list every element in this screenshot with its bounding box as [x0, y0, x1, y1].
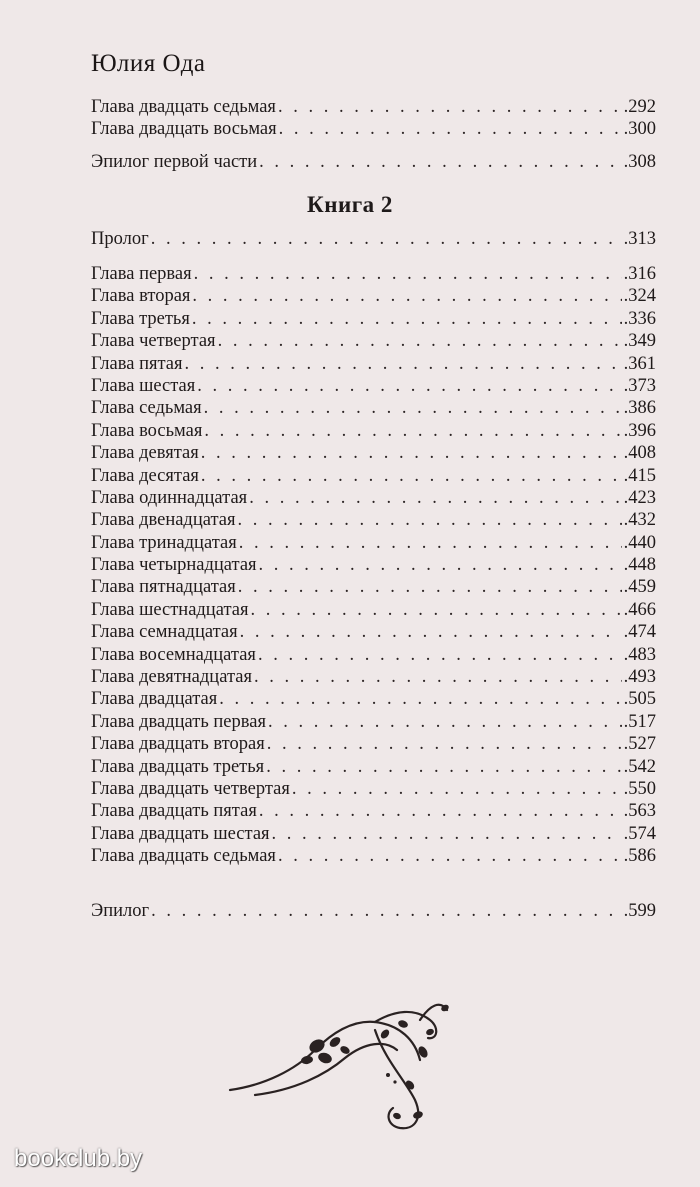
toc-entry — [91, 118, 656, 140]
watermark-text: bookclub.by — [14, 1145, 143, 1172]
toc-entry — [91, 353, 656, 375]
toc-leader-dots — [259, 554, 622, 576]
toc-entry-title: Глава пятая — [91, 353, 183, 374]
toc-entry-page: .599 — [623, 901, 656, 921]
toc-leader-dots — [259, 800, 622, 822]
toc-entry — [91, 263, 656, 285]
toc-leader-dots — [278, 96, 622, 118]
toc-entry — [91, 711, 656, 733]
toc-entry — [91, 666, 656, 688]
toc-entry-title: Пролог — [91, 229, 149, 249]
toc-entry-page: .448 — [623, 555, 656, 576]
toc-leader-dots — [197, 375, 621, 397]
toc-entry-page: .432 — [623, 510, 656, 531]
toc-entry-page: .386 — [623, 398, 656, 419]
toc-entry-page: .324 — [623, 286, 656, 307]
toc-entry-page: .308 — [623, 152, 656, 172]
toc-leader-dots — [185, 353, 622, 375]
toc-entry-title: Глава двадцать вторая — [91, 734, 265, 755]
toc-entry-page: .517 — [623, 711, 656, 732]
toc-entry — [91, 532, 656, 554]
toc-entry — [91, 900, 656, 922]
toc-book2-chapters — [91, 263, 656, 868]
toc-epilogue — [91, 900, 656, 922]
toc-entry-page: .474 — [623, 622, 656, 643]
toc-leader-dots — [250, 599, 621, 621]
toc-entry — [91, 285, 656, 307]
toc-entry — [91, 778, 656, 800]
toc-leader-dots — [240, 621, 622, 643]
toc-entry-title: Глава двадцать четвертая — [91, 778, 290, 799]
toc-entry-title: Эпилог — [91, 901, 150, 921]
toc-entry-title: Глава двадцать восьмая — [91, 119, 277, 140]
toc-entry-title: Глава двенадцатая — [91, 510, 236, 531]
toc-leader-dots — [268, 711, 622, 733]
toc-leader-dots — [267, 733, 622, 755]
toc-entry-title: Глава двадцать первая — [91, 711, 266, 732]
toc-leader-dots — [254, 666, 622, 688]
toc-entry — [91, 442, 656, 464]
toc-part1-tail — [91, 96, 656, 141]
toc-entry-title: Глава тринадцатая — [91, 532, 237, 553]
toc-entry-page: .527 — [623, 734, 656, 755]
toc-entry-page: .373 — [623, 375, 656, 396]
toc-leader-dots — [201, 465, 622, 487]
toc-entry — [91, 228, 656, 250]
toc-leader-dots — [204, 397, 622, 419]
toc-entry-page: .563 — [623, 801, 656, 822]
toc-leader-dots — [151, 900, 622, 922]
toc-entry — [91, 845, 656, 867]
toc-entry-title: Глава шестнадцатая — [91, 599, 249, 620]
toc-leader-dots — [259, 151, 621, 173]
toc-entry-title: Эпилог первой части — [91, 152, 258, 172]
toc-entry-page: .313 — [623, 229, 656, 249]
toc-entry — [91, 375, 656, 397]
toc-entry — [91, 800, 656, 822]
toc-entry-page: .336 — [623, 308, 656, 329]
toc-leader-dots — [204, 420, 621, 442]
toc-entry-page: .316 — [623, 264, 656, 284]
toc-entry-page: .292 — [623, 97, 656, 117]
toc-entry — [91, 554, 656, 576]
toc-leader-dots — [192, 308, 622, 330]
toc-leader-dots — [201, 442, 622, 464]
toc-entry — [91, 576, 656, 598]
toc-entry-title: Глава двадцать пятая — [91, 801, 257, 822]
toc-entry-page: .586 — [623, 846, 656, 867]
toc-entry-page: .483 — [623, 644, 656, 665]
toc-entry — [91, 823, 656, 845]
toc-entry-title: Глава девятая — [91, 443, 199, 464]
toc-entry-page: .423 — [623, 487, 656, 508]
toc-leader-dots — [292, 778, 622, 800]
toc-entry-page: .408 — [623, 443, 656, 464]
toc-entry-page: .505 — [623, 689, 656, 710]
toc-entry-page: .550 — [623, 778, 656, 799]
toc-entry-title: Глава двадцать седьмая — [91, 97, 276, 117]
toc-leader-dots — [272, 823, 622, 845]
toc-leader-dots — [249, 487, 621, 509]
toc-leader-dots — [238, 509, 622, 531]
toc-entry-page: .542 — [623, 756, 656, 777]
toc-leader-dots — [151, 228, 622, 250]
toc-entry — [91, 465, 656, 487]
toc-entry-title: Глава восьмая — [91, 420, 203, 441]
toc-entry-page: .361 — [623, 353, 656, 374]
toc-entry — [91, 644, 656, 666]
toc-entry-page: .396 — [623, 420, 656, 441]
toc-leader-dots — [258, 644, 622, 666]
toc-entry-title: Глава четырнадцатая — [91, 555, 257, 576]
toc-entry-page: .300 — [623, 119, 656, 140]
toc-entry-title: Глава девятнадцатая — [91, 667, 252, 688]
toc-entry-title: Глава двадцать шестая — [91, 823, 270, 844]
toc-entry-page: .440 — [623, 532, 656, 553]
toc-leader-dots — [238, 576, 622, 598]
toc-entry-title: Глава семнадцатая — [91, 622, 238, 643]
toc-leader-dots — [194, 263, 622, 285]
toc-entry — [91, 688, 656, 710]
toc-entry-title: Глава третья — [91, 308, 190, 329]
toc-entry-page: .349 — [623, 331, 656, 352]
toc-entry-title: Глава двадцать третья — [91, 756, 265, 777]
toc-leader-dots — [219, 688, 621, 710]
toc-entry — [91, 599, 656, 621]
toc-entry-page: .459 — [623, 577, 656, 598]
toc-epilogue-part1 — [91, 151, 656, 173]
book-2-heading: Книга 2 — [307, 192, 393, 217]
toc-leader-dots — [266, 756, 621, 778]
toc-entry — [91, 509, 656, 531]
running-header-author: Юлия Ода — [91, 50, 206, 77]
toc-leader-dots — [192, 285, 621, 307]
toc-entry — [91, 96, 656, 118]
toc-entry-title: Глава вторая — [91, 286, 191, 307]
toc-entry — [91, 487, 656, 509]
toc-entry-page: .493 — [623, 667, 656, 688]
toc-entry — [91, 308, 656, 330]
toc-entry-page: .415 — [623, 465, 656, 486]
toc-entry-page: .574 — [623, 823, 656, 844]
toc-entry — [91, 397, 656, 419]
toc-entry-title: Глава четвертая — [91, 331, 216, 352]
toc-entry-title: Глава пятнадцатая — [91, 577, 236, 598]
toc-entry-title: Глава седьмая — [91, 398, 202, 419]
toc-entry-title: Глава одиннадцатая — [91, 487, 248, 508]
toc-leader-dots — [278, 845, 622, 867]
floral-vine-ornament-icon — [225, 990, 465, 1150]
toc-leader-dots — [279, 118, 622, 140]
toc-leader-dots — [239, 532, 622, 554]
toc-entry-title: Глава шестая — [91, 375, 196, 396]
toc-leader-dots — [218, 330, 622, 352]
toc-entry — [91, 733, 656, 755]
toc-prologue — [91, 228, 656, 250]
toc-entry-title: Глава двадцатая — [91, 689, 218, 710]
toc-entry — [91, 330, 656, 352]
toc-entry — [91, 151, 656, 173]
toc-entry-title: Глава восемнадцатая — [91, 644, 256, 665]
toc-entry — [91, 420, 656, 442]
toc-entry-title: Глава двадцать седьмая — [91, 846, 276, 867]
toc-entry-title: Глава десятая — [91, 465, 199, 486]
toc-entry-title: Глава первая — [91, 264, 192, 284]
toc-entry — [91, 621, 656, 643]
toc-entry — [91, 756, 656, 778]
toc-entry-page: .466 — [623, 599, 656, 620]
